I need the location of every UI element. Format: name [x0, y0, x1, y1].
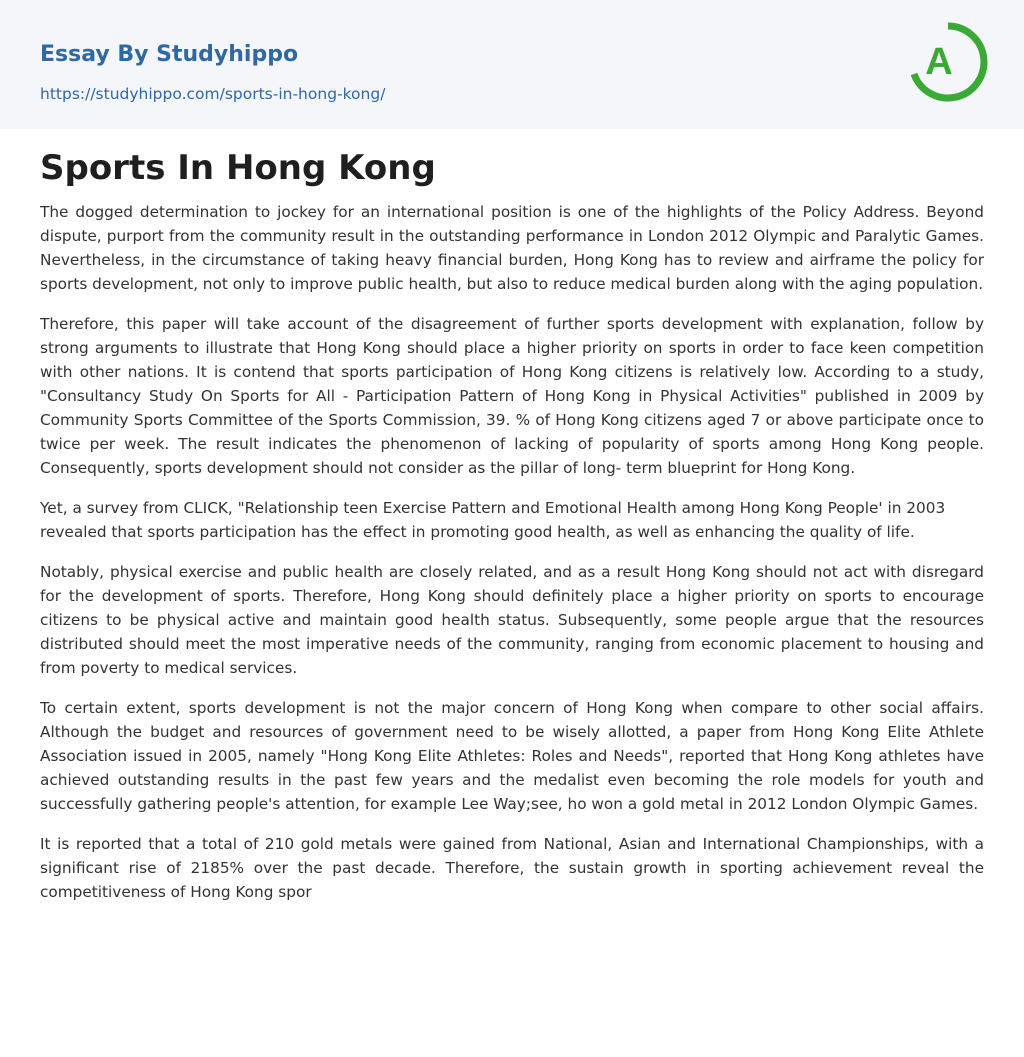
essay-paragraph: Yet, a survey from CLICK, "Relationship teen Exercise Pattern and Emotional Health among Hong Kong People' in 2003 revealed that sports participation has the effect in promoting good health, as well as enhancing the quality of life. [40, 499, 946, 541]
essay-paragraph: Therefore, this paper will take account of the disagreement of further sports development with explanation, follow by strong arguments to illustrate that Hong Kong should place a higher priority on sports in order to face keen competition with other nations. It is contend that sports participation of Hong Kong citizens is relatively low. According to a study, "Consultancy Study On Sports for All - Participation Pattern of Hong Kong in Physical Activities" published in 2009 by Community Sports Committee of the Sports Commission, 39. % of Hong Kong citizens aged 7 or above participate once to twice per week. The result indicates the phenomenon of lacking of popularity of sports among Hong Kong people. Consequently, sports development should not consider as the pillar of long- term blueprint for Hong Kong. [40, 315, 984, 477]
essay-paragraph: Notably, physical exercise and public health are closely related, and as a result Hong Kong should not act with disregard for the development of sports. Therefore, Hong Kong should definitely place a higher priority on sports to encourage citizens to be physical active and maintain good health status. Subsequently, some people argue that the resources distributed should meet the most imperative needs of the community, ranging from economic placement to housing and from poverty to medical services. [40, 563, 984, 677]
source-url-link[interactable]: https://studyhippo.com/sports-in-hong-kong/ [40, 85, 386, 103]
page-title: Sports In Hong Kong [40, 148, 436, 188]
essay-paragraph: To certain extent, sports development is not the major concern of Hong Kong when compare to other social affairs. Although the budget and resources of government need to be wisely allotted, a paper from Hong Kong Elite Athlete Association issued in 2005, namely "Hong Kong Elite Athletes: Roles and Needs", reported that Hong Kong athletes have achieved outstanding results in the past few years and the medalist even becoming the role models for youth and successfully gathering people's attention, for example Lee Way;see, ho won a gold metal in 2012 London Olympic Games. [40, 699, 984, 813]
essay-paragraph: It is reported that a total of 210 gold metals were gained from National, Asian and International Championships, with a significant rise of 2185% over the past decade. Therefore, the sustain growth in sporting achievement reveal the competitiveness of Hong Kong spor [40, 835, 984, 901]
studyhippo-logo-icon[interactable] [908, 18, 988, 106]
site-brand[interactable]: Essay By Studyhippo [40, 42, 299, 67]
essay-paragraph: The dogged determination to jockey for an international position is one of the highlights of the Policy Address. Beyond dispute, purport from the community result in the outstanding performance in London 2012 Olympic and Paralytic Games. Nevertheless, in the circumstance of taking heavy financial burden, Hong Kong has to review and airframe the policy for sports development, not only to improve public health, but also to reduce medical burden along with the aging population. [40, 203, 984, 293]
logo-letter: A [925, 41, 953, 83]
essay-body [40, 200, 984, 920]
